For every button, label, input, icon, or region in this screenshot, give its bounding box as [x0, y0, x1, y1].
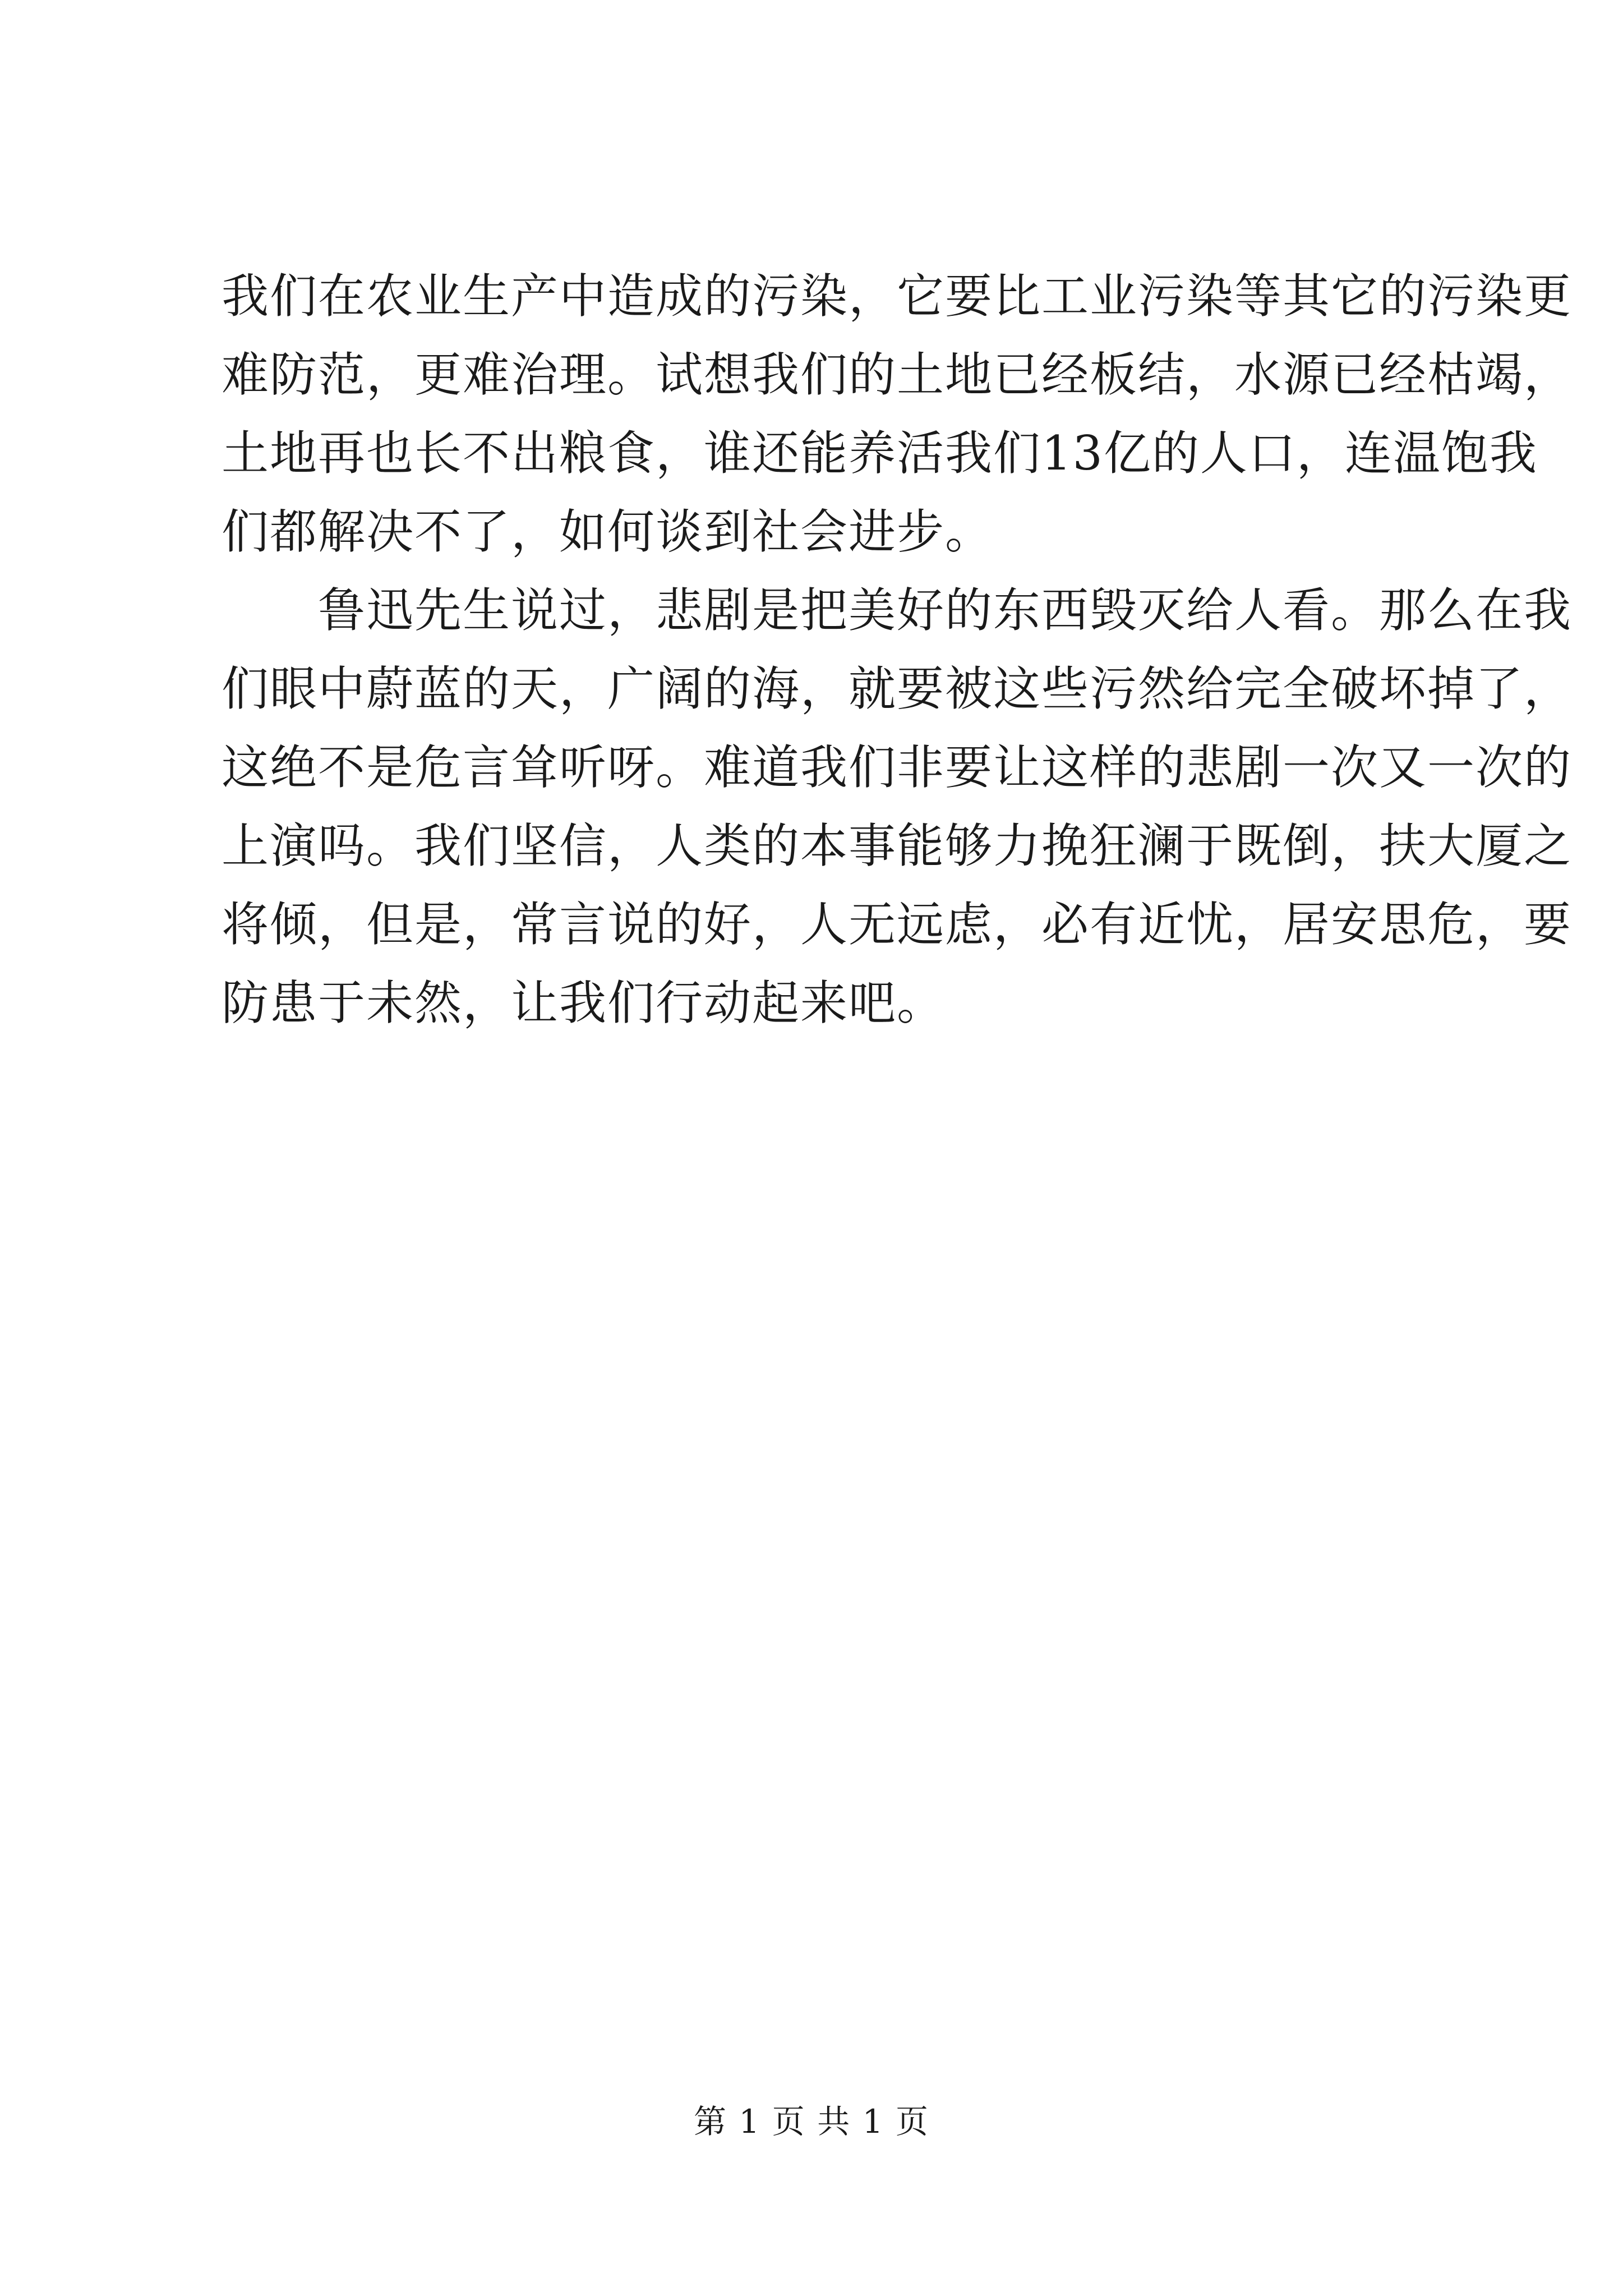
paragraph-line: 上演吗。我们坚信，人类的本事能够力挽狂澜于既倒，扶大厦之 — [222, 818, 1573, 873]
paragraph-line: 我们在农业生产中造成的污染，它要比工业污染等其它的污染更 — [222, 269, 1573, 324]
paragraph-line: 们都解决不了，如何谈到社会进步。 — [222, 504, 994, 559]
paragraph-line: 防患于未然，让我们行动起来吧。 — [222, 976, 946, 1030]
paragraph-line: 们眼中蔚蓝的天，广阔的海，就要被这些污然给完全破坏掉了， — [222, 661, 1573, 716]
paragraph-1 — [222, 257, 1573, 571]
paragraph-line: 鲁迅先生说过，悲剧是把美好的东西毁灭给人看。那么在我 — [222, 583, 1573, 638]
document-body — [222, 257, 1573, 1042]
paragraph-line: 难防范，更难治理。试想我们的土地已经板结，水源已经枯竭， — [222, 347, 1573, 402]
page-footer: 第 1 页 共 1 页 — [694, 2102, 929, 2141]
paragraph-line: 这绝不是危言耸听呀。难道我们非要让这样的悲剧一次又一次的 — [222, 740, 1573, 795]
paragraph-line: 土地再也长不出粮食，谁还能养活我们13亿的人口，连温饱我 — [222, 426, 1538, 481]
paragraph-line: 将倾，但是，常言说的好，人无远虑，必有近忧，居安思危，要 — [222, 897, 1573, 952]
paragraph-2 — [222, 571, 1573, 1042]
